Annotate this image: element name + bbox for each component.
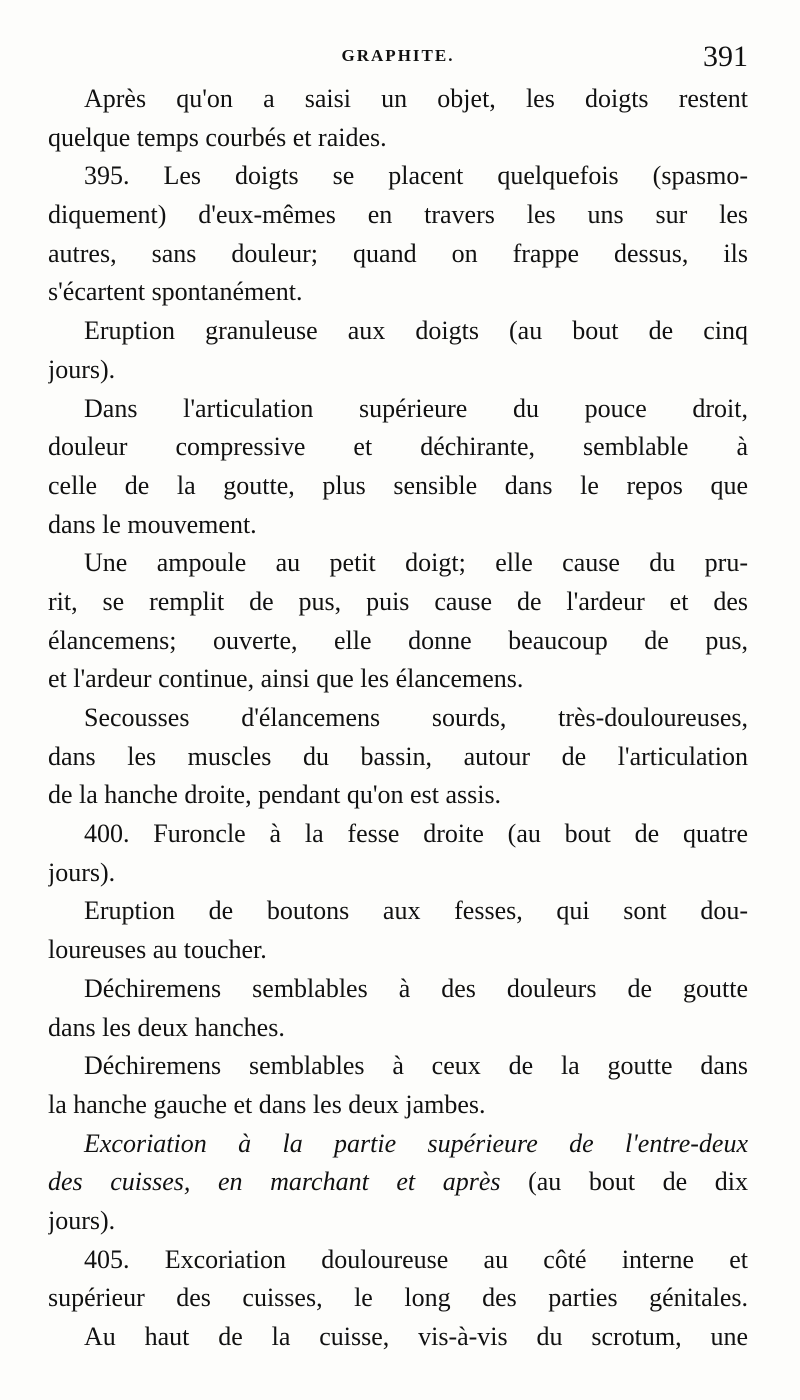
text-line-mixed <box>48 1163 748 1202</box>
text-line-italic: Excoriation à la partie supérieure de l'entre-deux <box>84 1128 748 1158</box>
text-line: dans les muscles du bassin, autour de l'articulation <box>48 741 748 771</box>
text-line: jours). <box>48 354 116 384</box>
text-line: Déchiremens semblables à des douleurs de goutte <box>84 973 748 1003</box>
roman-run: (au bout de dix <box>528 1167 748 1197</box>
text-line: supérieur des cuisses, le long des parties génitales. <box>48 1283 748 1313</box>
text-line: Dans l'articulation supérieure du pouce droit, <box>84 393 748 423</box>
text-line: rit, se remplit de pus, puis cause de l'ardeur et des <box>48 586 748 616</box>
text-line: 405. Excoriation douloureuse au côté interne et <box>84 1244 748 1274</box>
text-line: celle de la goutte, plus sensible dans le repos que <box>48 470 748 500</box>
text-line: Déchiremens semblables à ceux de la goutte dans <box>84 1051 748 1081</box>
text-line: loureuses au toucher. <box>48 935 267 965</box>
text-line: Eruption granuleuse aux doigts (au bout de cinq <box>84 316 748 346</box>
italic-run: des cuisses, en marchant et après <box>48 1167 501 1197</box>
text-line: autres, sans douleur; quand on frappe dessus, ils <box>48 238 748 268</box>
text-line: Une ampoule au petit doigt; elle cause du pru- <box>84 548 748 578</box>
text-line: jours). <box>48 1205 116 1235</box>
text-line: Après qu'on a saisi un objet, les doigts restent <box>84 84 748 113</box>
body-text <box>48 80 748 1357</box>
text-line: élancemens; ouverte, elle donne beaucoup de pus, <box>48 625 748 655</box>
running-head: GRAPHITE. <box>341 46 455 65</box>
text-line: diquement) d'eux-mêmes en travers les uns sur les <box>48 200 748 230</box>
text-line: 400. Furoncle à la fesse droite (au bout de quatre <box>84 819 748 849</box>
text-line: 395. Les doigts se placent quelquefois (spasmo- <box>84 161 748 191</box>
text-line: Eruption de boutons aux fesses, qui sont dou- <box>84 896 748 926</box>
text-line: jours). <box>48 857 116 887</box>
text-line: Secousses d'élancemens sourds, très-douloureuses, <box>84 703 748 732</box>
text-line: douleur compressive et déchirante, semblable à <box>48 432 748 462</box>
page-number: 391 <box>703 40 748 73</box>
text-line: la hanche gauche et dans les deux jambes. <box>48 1089 486 1119</box>
text-line: de la hanche droite, pendant qu'on est assis. <box>48 780 502 810</box>
text-line: dans le mouvement. <box>48 509 257 539</box>
text-line: quelque temps courbés et raides. <box>48 122 387 152</box>
page-header <box>48 40 748 80</box>
text-line: s'écartent spontanément. <box>48 277 303 307</box>
text-line: dans les deux hanches. <box>48 1012 285 1042</box>
text-line: Au haut de la cuisse, vis-à-vis du scrotum, une <box>84 1322 748 1351</box>
text-line: et l'ardeur continue, ainsi que les élancemens. <box>48 664 524 694</box>
